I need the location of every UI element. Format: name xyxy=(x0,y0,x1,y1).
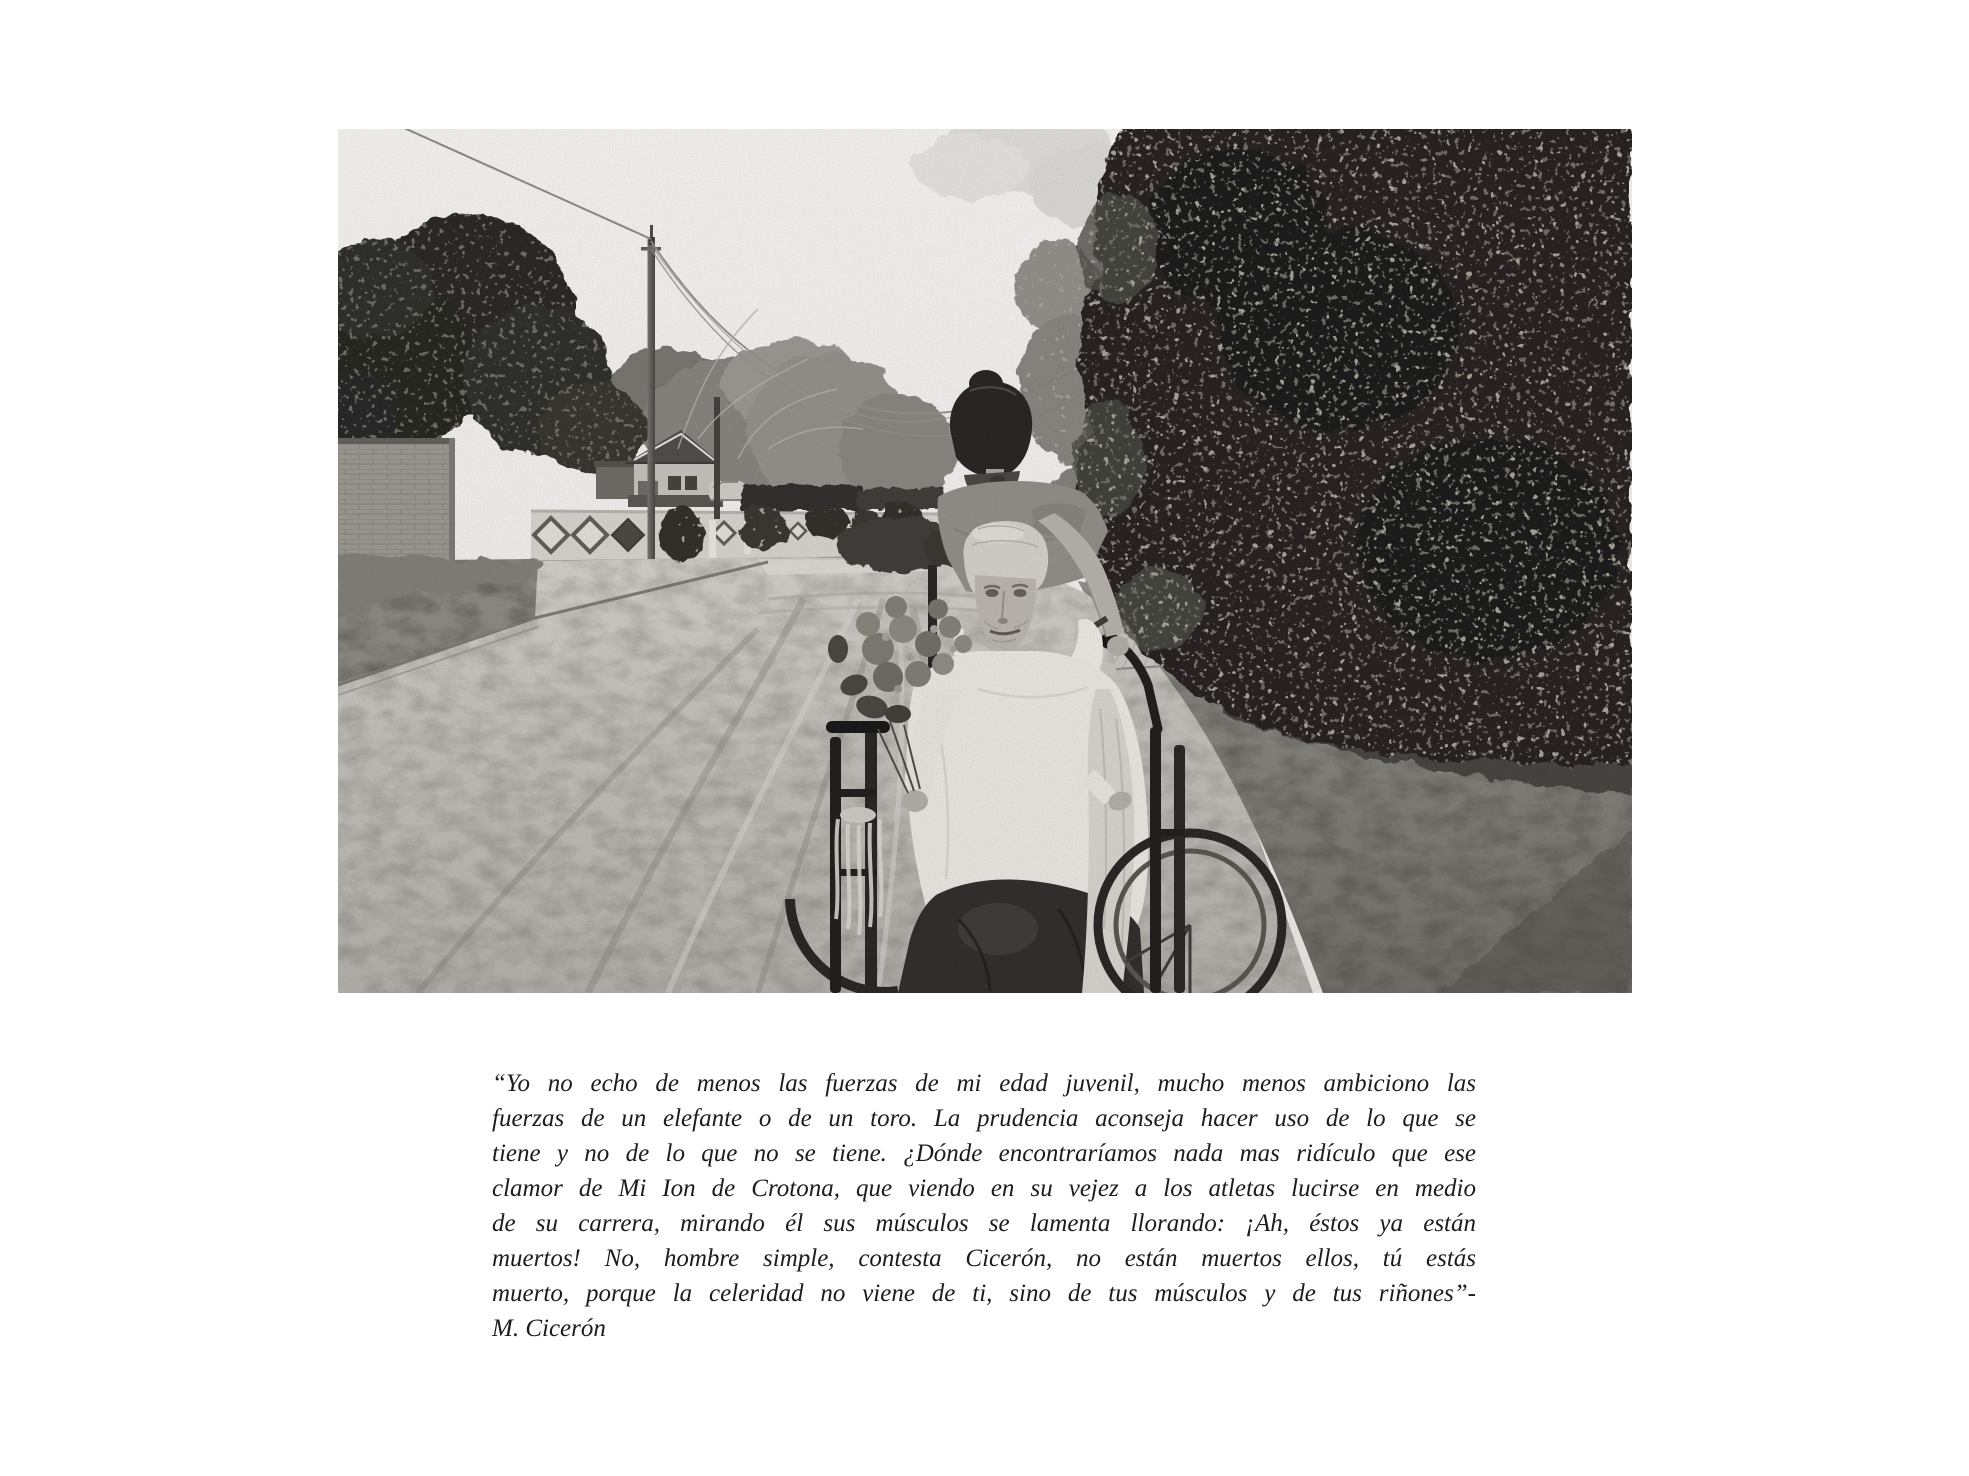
quote-line: tiene y no de lo que no se tiene. ¿Dónde encontraríamos nada mas ridículo que ese xyxy=(492,1140,1476,1167)
quote-line: muerto, porque la celeridad no viene de ti, sino de tus músculos y de tus riñones”- xyxy=(492,1280,1476,1307)
photograph xyxy=(338,129,1632,993)
quote-line: clamor de Mi Ion de Crotona, que viendo en su vejez a los atletas lucirse en medio xyxy=(492,1175,1476,1202)
quote-line: de su carrera, mirando él sus músculos se lamenta llorando: ¡Ah, éstos ya están xyxy=(492,1210,1476,1237)
quote-attribution: M. Cicerón xyxy=(492,1315,606,1342)
film-grain xyxy=(338,129,1632,993)
quote-block xyxy=(492,1066,1476,1346)
quote-line: fuerzas de un elefante o de un toro. La prudencia aconseja hacer uso de lo que se xyxy=(492,1105,1476,1132)
quote-line: “Yo no echo de menos las fuerzas de mi edad juvenil, mucho menos ambiciono las xyxy=(492,1070,1476,1097)
photo-illustration xyxy=(338,129,1632,993)
quote-line: muertos! No, hombre simple, contesta Cicerón, no están muertos ellos, tú estás xyxy=(492,1245,1476,1272)
